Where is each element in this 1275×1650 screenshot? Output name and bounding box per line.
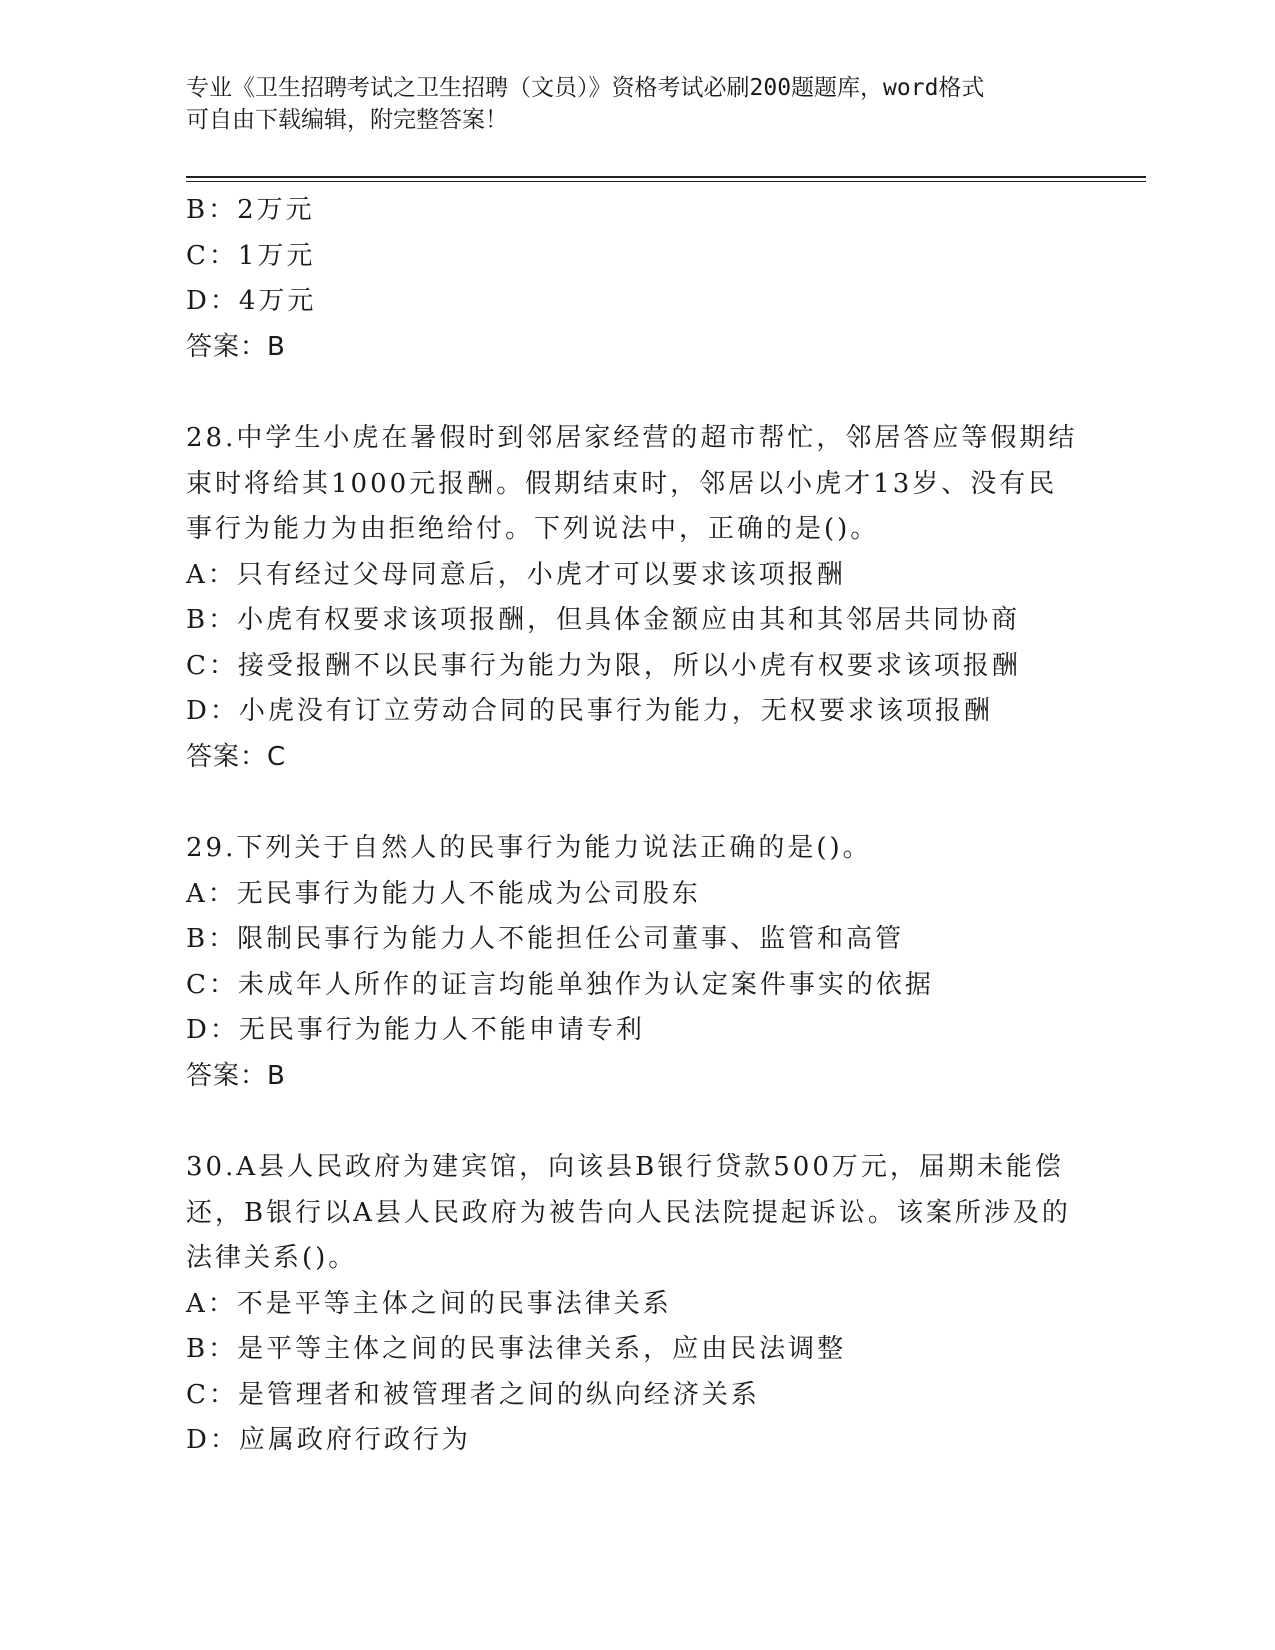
option-d: D：4万元 [186,286,317,316]
answer-line: 答案：B [186,1060,286,1091]
option-b: B：2万元 [186,195,315,225]
previous-question-tail [186,188,1086,370]
question-stem-line: 事行为能力为由拒绝给付。下列说法中，正确的是()。 [186,514,880,544]
option-d: D：应属政府行政行为 [186,1425,471,1455]
option-d: D：小虎没有订立劳动合同的民事行为能力，无权要求该项报酬 [186,696,993,726]
option-c: C：1万元 [186,240,316,271]
question-stem-line: 法律关系()。 [186,1243,358,1273]
option-c: C：是管理者和被管理者之间的纵向经济关系 [186,1379,760,1410]
document-header [186,72,1066,136]
document-body [186,188,1086,1464]
question-stem-line: 束时将给其1000元报酬。假期结束时，邻居以小虎才13岁、没有民 [186,468,1058,499]
question-30 [186,1145,1086,1464]
header-divider-thin [186,181,1146,182]
option-c: C：未成年人所作的证言均能单独作为认定案件事实的依据 [186,969,934,1000]
question-stem-line: 28.中学生小虎在暑假时到邻居家经营的超市帮忙，邻居答应等假期结 [186,423,1078,453]
option-b: B：是平等主体之间的民事法律关系，应由民法调整 [186,1334,847,1364]
option-d: D：无民事行为能力人不能申请专利 [186,1015,645,1045]
question-29 [186,826,1086,1099]
header-divider-thick [186,176,1146,178]
answer-line: 答案：C [186,741,287,772]
option-b: B：限制民事行为能力人不能担任公司董事、监管和高管 [186,924,905,954]
option-a: A：无民事行为能力人不能成为公司股东 [186,878,701,909]
option-a: A：不是平等主体之间的民事法律关系 [186,1288,672,1319]
answer-line: 答案：B [186,331,286,362]
question-stem-line: 30.A县人民政府为建宾馆，向该县B银行贷款500万元，届期未能偿 [186,1152,1064,1182]
question-28 [186,416,1086,780]
header-line-2: 可自由下载编辑，附完整答案！ [186,107,508,133]
option-a: A：只有经过父母同意后，小虎才可以要求该项报酬 [186,559,846,590]
question-stem-line: 还，B银行以A县人民政府为被告向人民法院提起诉讼。该案所涉及的 [186,1197,1071,1228]
option-b: B：小虎有权要求该项报酬，但具体金额应由其和其邻居共同协商 [186,605,1021,635]
header-line-1: 专业《卫生招聘考试之卫生招聘（文员）》资格考试必刷200题题库，word格式 [186,75,985,101]
option-c: C：接受报酬不以民事行为能力为限，所以小虎有权要求该项报酬 [186,650,1021,681]
question-stem-line: 29.下列关于自然人的民事行为能力说法正确的是()。 [186,833,872,863]
